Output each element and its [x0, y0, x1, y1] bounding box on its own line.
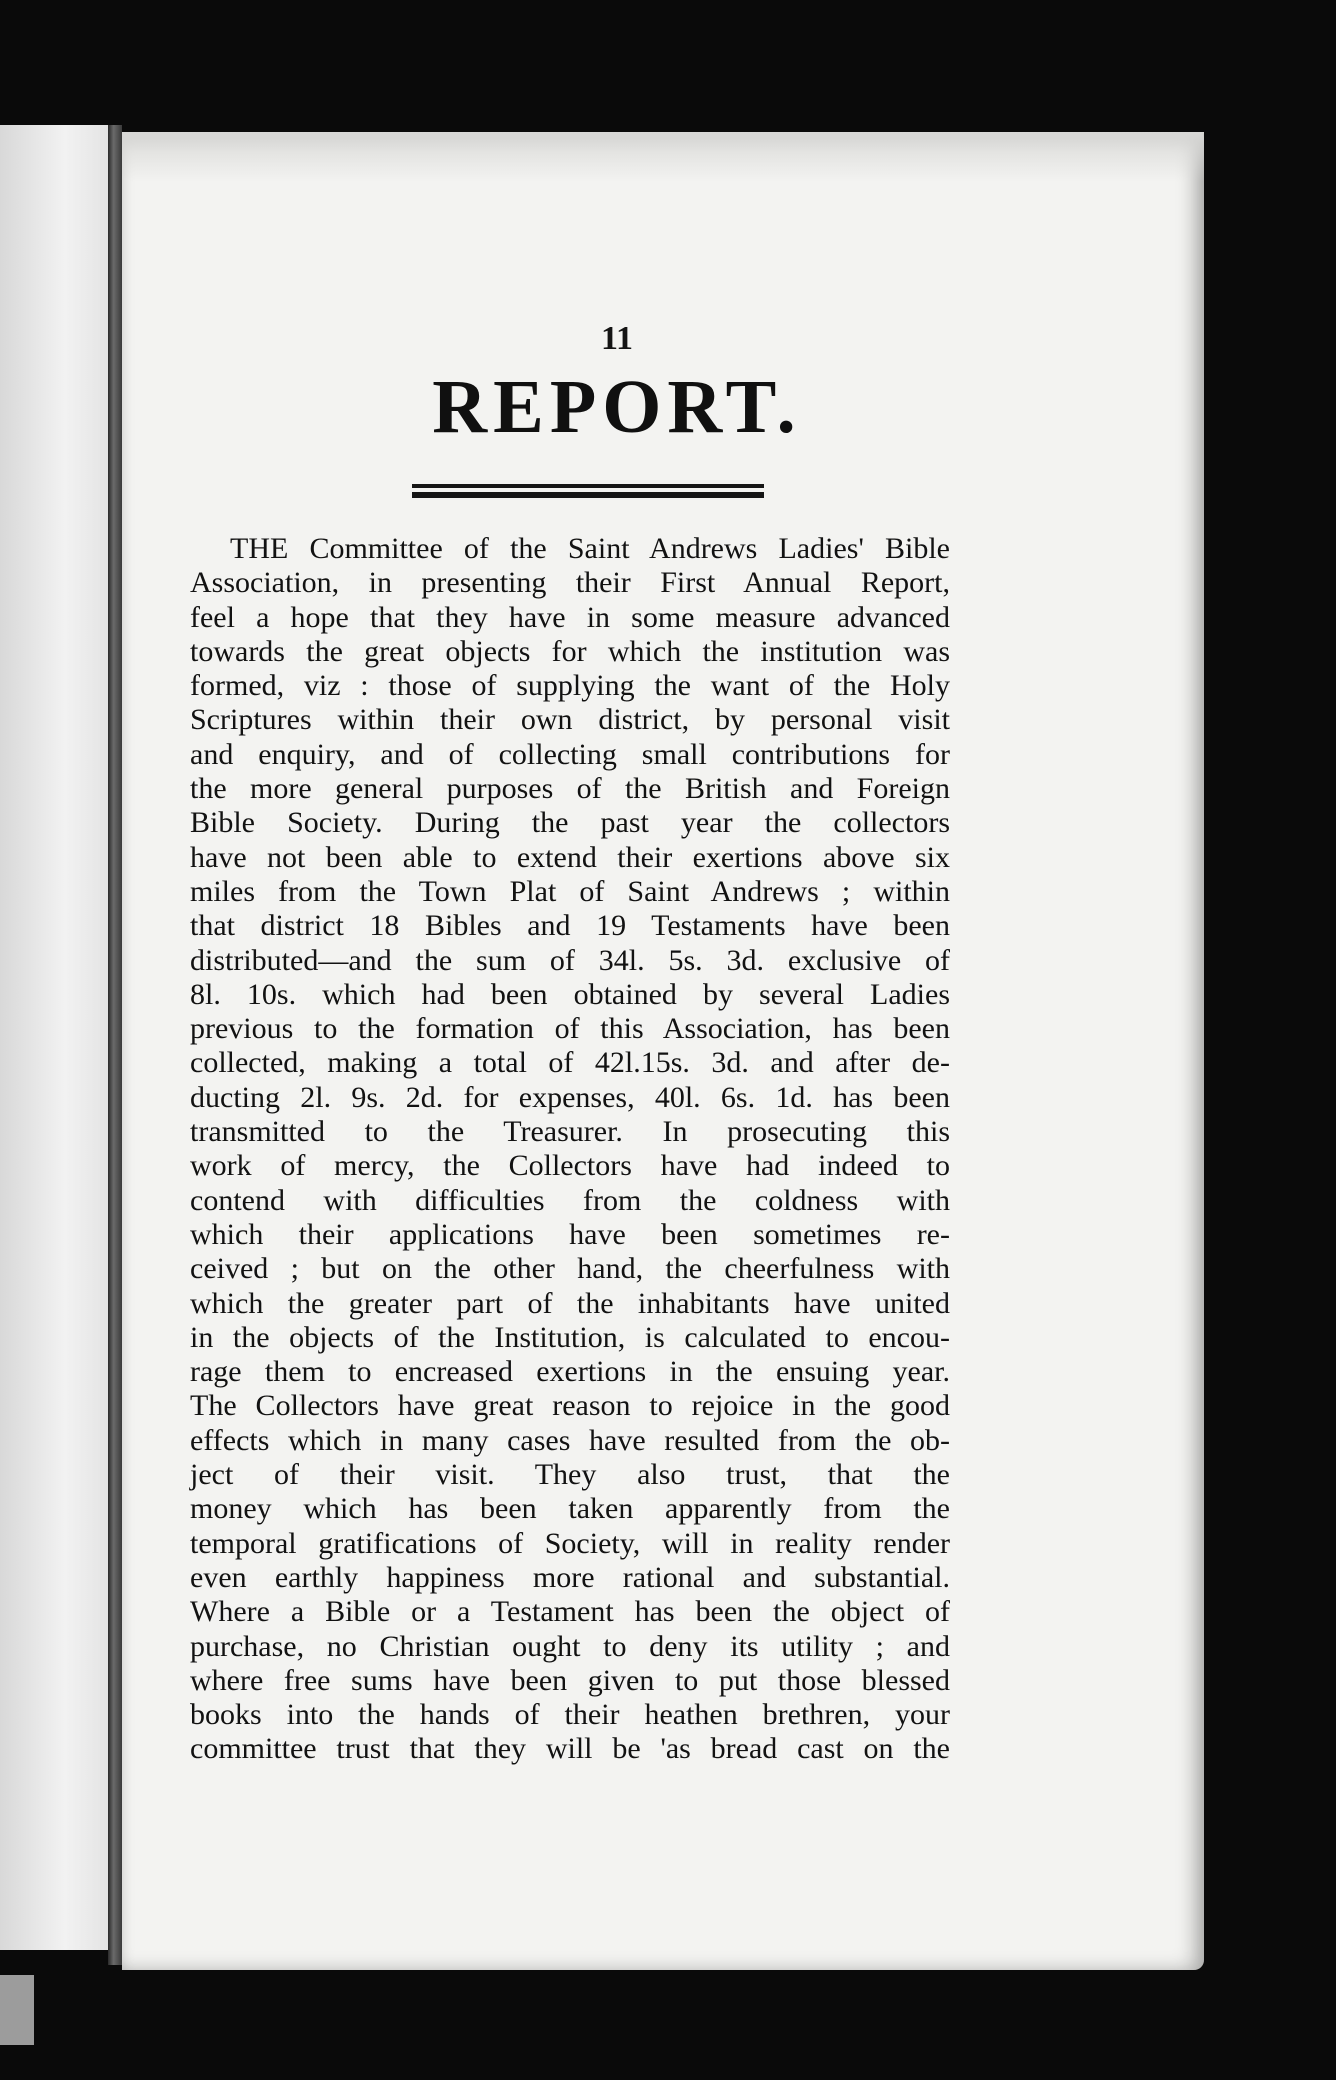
text-line: the more general purposes of the British and Foreign [190, 772, 950, 806]
text-line: committee trust that they will be 'as bread cast on the [190, 1732, 950, 1766]
text-line: feel a hope that they have in some measure advanced [190, 600, 950, 634]
page-title: REPORT. [432, 365, 802, 449]
text-line: temporal gratifications of Society, will in reality render [190, 1526, 950, 1560]
text-line: Scriptures within their own district, by personal visit [190, 703, 950, 737]
text-line: THE Committee of the Saint Andrews Ladies' Bible [230, 532, 950, 565]
text-line: in the objects of the Institution, is calculated to encou- [190, 1320, 950, 1354]
text-line: distributed—and the sum of 34l. 5s. 3d. exclusive of [190, 943, 950, 977]
text-line: effects which in many cases have resulted from the ob- [190, 1423, 950, 1457]
text-line: books into the hands of their heathen brethren, your [190, 1698, 950, 1732]
page-corner-stub [0, 1975, 34, 2045]
text-line: Where a Bible or a Testament has been the object of [190, 1595, 950, 1629]
text-line: Association, in presenting their First Annual Report, [190, 566, 950, 600]
text-line: have not been able to extend their exertions above six [190, 840, 950, 874]
text-line: The Collectors have great reason to rejoice in the good [190, 1389, 950, 1423]
text-line: and enquiry, and of collecting small contributions for [190, 737, 950, 771]
text-line: ject of their visit. They also trust, that the [190, 1458, 950, 1492]
text-line: collected, making a total of 42l.15s. 3d. and after de- [190, 1046, 950, 1080]
text-line: which the greater part of the inhabitants have united [190, 1286, 950, 1320]
text-line: money which has been taken apparently from the [190, 1492, 950, 1526]
text-line: where free sums have been given to put those blessed [190, 1663, 950, 1697]
text-line: ducting 2l. 9s. 2d. for expenses, 40l. 6s. 1d. has been [190, 1080, 950, 1114]
text-line: transmitted to the Treasurer. In prosecuting this [190, 1115, 950, 1149]
text-line: 8l. 10s. which had been obtained by several Ladies [190, 977, 950, 1011]
report-body [190, 532, 950, 1767]
document-page [122, 132, 1204, 1970]
text-line: previous to the formation of this Association, has been [190, 1012, 950, 1046]
text-line: work of mercy, the Collectors have had indeed to [190, 1149, 950, 1183]
text-line: Bible Society. During the past year the collectors [190, 806, 950, 840]
text-line: purchase, no Christian ought to deny its utility ; and [190, 1629, 950, 1663]
previous-page-edge [0, 125, 110, 1950]
page-number: 11 [600, 320, 634, 357]
text-line: rage them to encreased exertions in the ensuing year. [190, 1355, 950, 1389]
text-line: formed, viz : those of supplying the want of the Holy [190, 669, 950, 703]
text-line: even earthly happiness more rational and substantial. [190, 1560, 950, 1594]
text-line: contend with difficulties from the coldness with [190, 1183, 950, 1217]
text-line: miles from the Town Plat of Saint Andrews ; within [190, 874, 950, 908]
text-line: that district 18 Bibles and 19 Testaments have been [190, 909, 950, 943]
text-line: ceived ; but on the other hand, the cheerfulness with [190, 1252, 950, 1286]
text-line: towards the great objects for which the institution was [190, 634, 950, 668]
book-spine [108, 125, 122, 1965]
title-divider [412, 484, 764, 498]
text-line: which their applications have been sometimes re- [190, 1217, 950, 1251]
